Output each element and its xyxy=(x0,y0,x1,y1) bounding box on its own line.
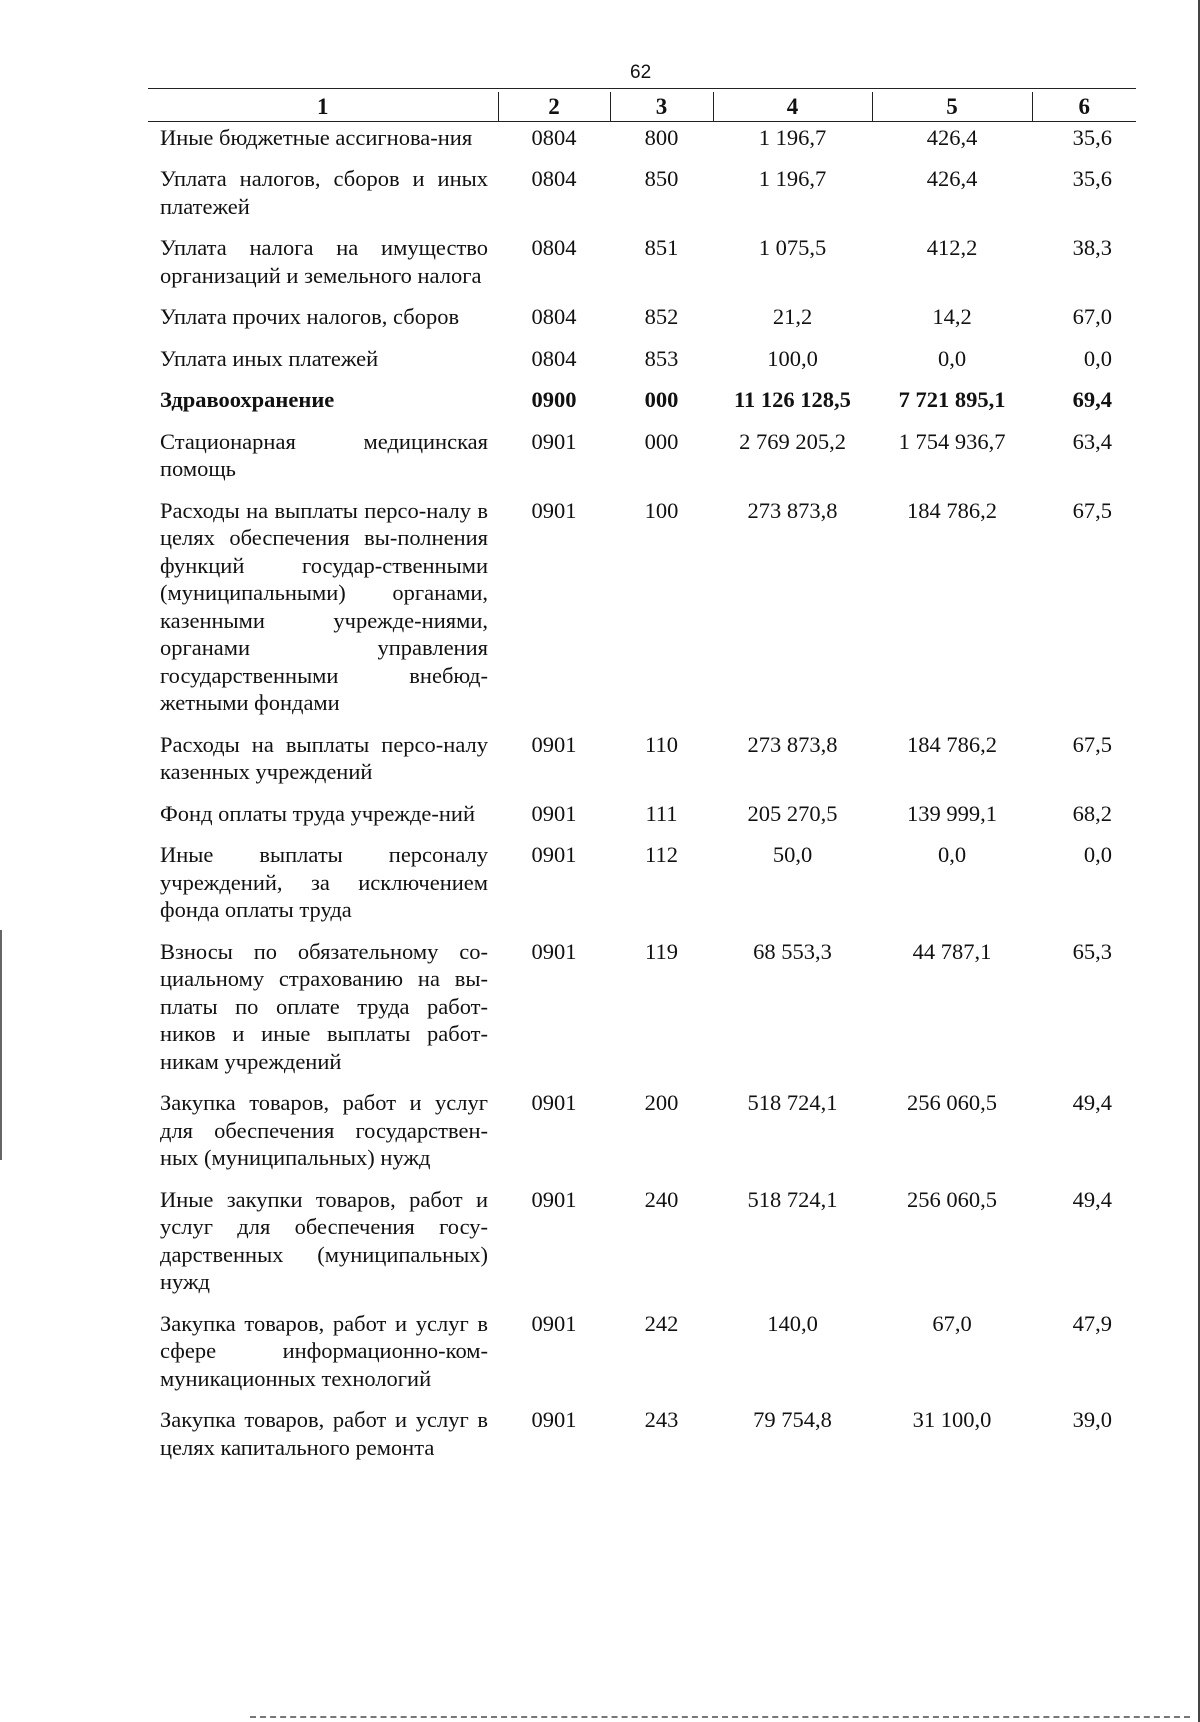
row-plan-value: 68 553,3 xyxy=(753,938,832,964)
row-percent: 49,4 xyxy=(1072,1186,1112,1212)
table-row xyxy=(148,1406,1136,1475)
row-fact-value: 256 060,5 xyxy=(907,1186,997,1212)
row-type-code: 112 xyxy=(645,842,678,867)
row-section-code: 0901 xyxy=(531,842,577,867)
header-col-5: 5 xyxy=(872,92,1032,121)
row-percent: 67,0 xyxy=(1072,304,1112,329)
header-col-3: 3 xyxy=(610,92,713,121)
row-section-code: 0901 xyxy=(531,1186,577,1212)
row-plan-value: 50,0 xyxy=(772,842,813,867)
row-section-code: 0804 xyxy=(531,235,577,260)
row-name: Закупка товаров, работ и услуг в сфере информационно-ком-муникационных технологий xyxy=(160,1310,488,1391)
row-plan-value: 1 075,5 xyxy=(758,235,827,260)
row-name: Закупка товаров, работ и услуг для обеспечения государствен-ных (муниципальных) нужд xyxy=(160,1090,488,1170)
table-header-row xyxy=(148,92,1136,121)
scan-bottom-edge xyxy=(250,1716,1190,1718)
row-plan-value: 21,2 xyxy=(772,304,813,329)
header-col-6: 6 xyxy=(1032,92,1136,121)
row-name: Иные выплаты персоналу учреждений, за исключением фонда оплаты труда xyxy=(160,842,488,922)
row-section-code: 0901 xyxy=(531,1407,577,1432)
row-plan-value: 1 196,7 xyxy=(758,124,827,150)
table-top-rule xyxy=(148,88,1136,89)
row-section-code: 0804 xyxy=(531,345,577,371)
row-type-code: 243 xyxy=(644,1407,679,1432)
table-row xyxy=(148,303,1136,345)
row-section-code: 0901 xyxy=(531,938,577,964)
row-name: Закупка товаров, работ и услуг в целях капитального ремонта xyxy=(160,1407,488,1460)
row-name: Стационарная медицинская помощь xyxy=(160,428,488,481)
row-name: Расходы на выплаты персо-налу в целях обеспечения вы-полнения функций государ-ственными (муниципальными) органами, казенными учрежде-ниями, органами управления государственными внебюд-жетными фондами xyxy=(160,497,488,715)
row-type-code: 119 xyxy=(645,938,678,964)
table-row xyxy=(148,121,1136,165)
row-percent: 67,5 xyxy=(1072,731,1112,757)
row-section-code: 0804 xyxy=(531,124,577,150)
row-section-code: 0804 xyxy=(531,304,577,329)
row-type-code: 851 xyxy=(644,235,679,260)
row-plan-value: 2 769 205,2 xyxy=(739,428,846,454)
row-section-code: 0901 xyxy=(531,1310,577,1336)
table-row xyxy=(148,1089,1136,1186)
row-name: Фонд оплаты труда учрежде-ний xyxy=(160,800,475,826)
row-section-code: 0900 xyxy=(531,387,577,412)
table-row xyxy=(148,345,1136,387)
row-plan-value: 518 724,1 xyxy=(747,1090,838,1115)
table-row xyxy=(148,731,1136,800)
row-percent: 39,0 xyxy=(1072,1407,1112,1432)
table-row xyxy=(148,800,1136,842)
row-section-code: 0804 xyxy=(531,166,577,191)
row-plan-value: 11 126 128,5 xyxy=(734,387,851,412)
scan-edge-left xyxy=(0,930,2,1160)
row-percent: 0,0 xyxy=(1083,842,1112,867)
row-fact-value: 0,0 xyxy=(937,345,967,371)
row-percent: 69,4 xyxy=(1072,387,1112,412)
row-percent: 67,5 xyxy=(1072,497,1112,523)
row-percent: 68,2 xyxy=(1072,800,1112,826)
table-body xyxy=(148,121,1136,1475)
row-plan-value: 518 724,1 xyxy=(747,1186,838,1212)
row-fact-value: 256 060,5 xyxy=(907,1090,997,1115)
table-row xyxy=(148,841,1136,938)
row-name: Уплата налогов, сборов и иных платежей xyxy=(160,166,488,219)
row-percent: 65,3 xyxy=(1072,938,1112,964)
row-plan-value: 79 754,8 xyxy=(753,1407,832,1432)
row-fact-value: 44 787,1 xyxy=(912,938,992,964)
row-section-code: 0901 xyxy=(531,428,577,454)
row-type-code: 111 xyxy=(645,800,678,826)
row-plan-value: 100,0 xyxy=(767,345,818,371)
row-plan-value: 205 270,5 xyxy=(747,800,838,826)
row-type-code: 110 xyxy=(645,731,678,757)
row-percent: 63,4 xyxy=(1072,428,1112,454)
header-col-1: 1 xyxy=(148,92,498,121)
row-fact-value: 412,2 xyxy=(926,235,978,260)
row-fact-value: 426,4 xyxy=(926,124,978,150)
row-section-code: 0901 xyxy=(531,497,577,523)
row-type-code: 850 xyxy=(644,166,679,191)
row-percent: 47,9 xyxy=(1072,1310,1112,1336)
table-row xyxy=(148,497,1136,731)
row-type-code: 242 xyxy=(644,1310,679,1336)
row-type-code: 800 xyxy=(644,124,679,150)
row-type-code: 852 xyxy=(644,304,679,329)
row-name: Взносы по обязательному со-циальному страхованию на вы-платы по оплате труда работ-ников и иные выплаты работ-никам учреждений xyxy=(160,938,488,1074)
row-percent: 49,4 xyxy=(1072,1090,1112,1115)
row-type-code: 200 xyxy=(644,1090,679,1115)
row-name: Иные закупки товаров, работ и услуг для обеспечения госу-дарственных (муниципальных) нужд xyxy=(160,1186,488,1294)
row-plan-value: 140,0 xyxy=(767,1310,818,1336)
row-type-code: 000 xyxy=(644,428,679,454)
row-name: Уплата иных платежей xyxy=(160,345,379,371)
table-row xyxy=(148,386,1136,428)
header-col-4: 4 xyxy=(713,92,872,121)
row-name: Уплата прочих налогов, сборов xyxy=(160,304,460,329)
row-fact-value: 426,4 xyxy=(926,166,978,191)
row-type-code: 240 xyxy=(644,1186,679,1212)
row-name: Здравоохранение xyxy=(160,387,335,412)
table-row xyxy=(148,234,1136,303)
table-row xyxy=(148,428,1136,497)
table-row xyxy=(148,938,1136,1090)
row-fact-value: 0,0 xyxy=(937,842,967,867)
row-plan-value: 273 873,8 xyxy=(747,497,838,523)
row-fact-value: 67,0 xyxy=(932,1310,972,1336)
table-row xyxy=(148,1310,1136,1407)
row-plan-value: 1 196,7 xyxy=(758,166,827,191)
row-fact-value: 139 999,1 xyxy=(907,800,997,826)
row-fact-value: 1 754 936,7 xyxy=(898,428,1006,454)
row-fact-value: 184 786,2 xyxy=(907,731,997,757)
row-percent: 38,3 xyxy=(1072,235,1112,260)
row-fact-value: 7 721 895,1 xyxy=(898,387,1006,412)
row-name: Расходы на выплаты персо-налу казенных учреждений xyxy=(160,731,488,784)
row-type-code: 100 xyxy=(644,497,679,523)
table-row xyxy=(148,165,1136,234)
budget-table xyxy=(148,92,1136,1475)
page-number: 62 xyxy=(630,62,652,83)
row-name: Иные бюджетные ассигнова-ния xyxy=(160,124,473,150)
row-fact-value: 14,2 xyxy=(932,304,972,329)
row-fact-value: 184 786,2 xyxy=(907,497,997,523)
row-percent: 35,6 xyxy=(1072,124,1112,150)
row-section-code: 0901 xyxy=(531,731,577,757)
row-fact-value: 31 100,0 xyxy=(912,1407,992,1432)
row-plan-value: 273 873,8 xyxy=(747,731,838,757)
row-name: Уплата налога на имущество организаций и земельного налога xyxy=(160,235,488,288)
row-section-code: 0901 xyxy=(531,1090,577,1115)
header-col-2: 2 xyxy=(498,92,610,121)
row-percent: 35,6 xyxy=(1072,166,1112,191)
row-type-code: 000 xyxy=(644,387,679,412)
row-type-code: 853 xyxy=(644,345,679,371)
row-percent: 0,0 xyxy=(1083,345,1112,371)
table-row xyxy=(148,1186,1136,1310)
row-section-code: 0901 xyxy=(531,800,577,826)
